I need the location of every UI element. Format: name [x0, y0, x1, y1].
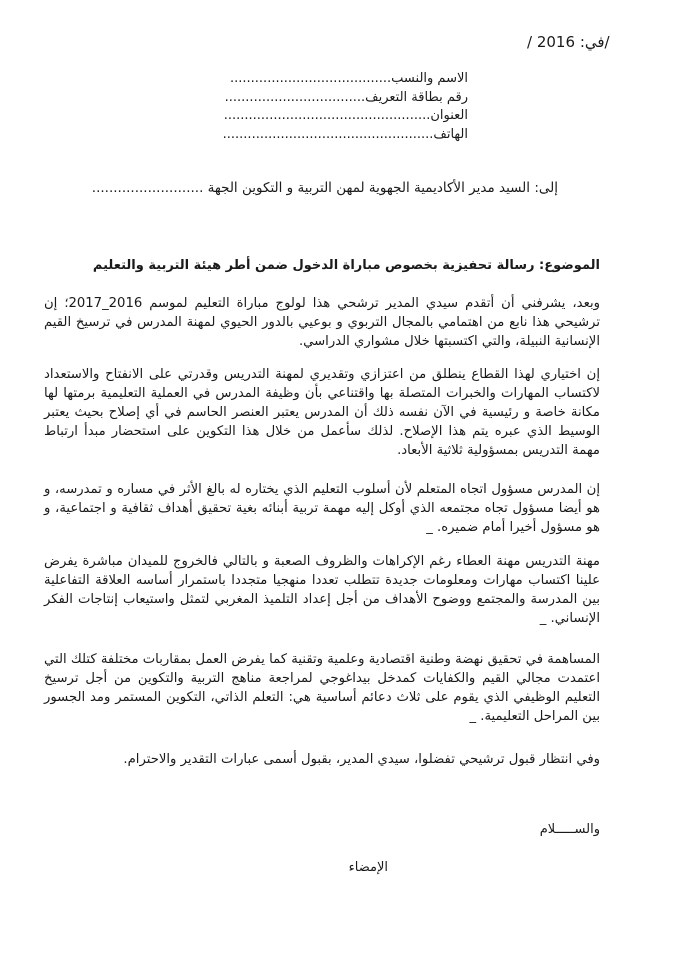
- paragraph-intro: وبعد، يشرفني أن أتقدم سيدي المدير ترشحي هذا لولوج مباراة التعليم لموسم 2016_2017؛ إن ترشيحي هذا نابع من اهتمامي بالمجال التربوي و بوعيي بالدور الحيوي لمهنة المدرس في ترسيخ القيم الإنسانية النبيلة، والتي اكتسبتها خلال مشواري الدراسي.: [44, 296, 600, 349]
- field-id-card: رقم بطاقة التعريف..................................: [224, 89, 468, 105]
- field-address: العنوان..................................................: [223, 108, 468, 123]
- date-prefix: /في:: [579, 33, 610, 51]
- bullet-dash: _: [469, 709, 477, 724]
- bullet-dash: _: [539, 611, 547, 626]
- paragraph-responsibility-text: إن المدرس مسؤول اتجاه المتعلم لأن أسلوب التعليم الذي يختاره له بالغ الأثر في مساره و تمدرسه، و هو أيضا مسؤول تجاه مجتمعه الذي أوكل إليه مهمة تربية أبنائه بغية تحقيق أهداف ثقافية و اجتماعية، و هو مسؤول أخيرا أمام ضميره.: [44, 482, 600, 535]
- sender-id-block: [222, 70, 468, 144]
- paragraph-giving: [44, 552, 600, 628]
- paragraph-giving-text: مهنة التدريس مهنة العطاء رغم الإكراهات والظروف الصعبة و بالتالي فالخروج للميدان مباشرة يفرض علينا اكتساب مهارات ومعلومات جديدة تتطلب تعددا منهجيا متجددا باستمرار أساسه العلاقة التفاعلية بين المدرسة والمجتمع ووضوح الأهداف من أجل إعداد التلميذ المغربي لتمثل واستيعاب إنتاجات الفكر الإنساني.: [44, 554, 600, 626]
- date-line: [505, 33, 610, 51]
- field-phone: الهاتف...................................................: [222, 126, 468, 142]
- paragraph-contribution: [44, 650, 600, 726]
- paragraph-motivation: إن اختياري لهذا القطاع ينطلق من اعتزازي وتقديري لمهنة التدريس وقدرتي على الانفتاح والاستعداد لاكتساب المهارات والخبرات المتصلة بها واقتناعي بأن وظيفة المدرس في العملية التعليمية برمتها لها مكانة خاصة و رئيسية في الآن نفسه ذلك أن المدرس يعتبر العنصر الحاسم في أي إصلاح بحيث يعتبر الوسيط الذي عبره يتم هذا الإصلاح. لذلك سأعمل من خلال هذا التكوين على استحضار مبدأ ارتباط مهمة التدريس بمسؤولية ثلاثية الأبعاد.: [44, 367, 600, 458]
- closing-salutation: والســـــلام: [539, 822, 600, 837]
- paragraph-contribution-text: المساهمة في تحقيق نهضة وطنية اقتصادية وعلمية وتقنية كما يفرض العمل بمقاربات مختلفة كتلك التي اعتمدت مجالي القيم والكفايات كمدخل بيداغوجي لمراجعة مناهج التربية والتكوين من أجل ترسيخ التعليم الوظيفي الذي يقوم على ثلاث دعائم أساسية هي: التعلم الذاتي، التكوين المستمر ومد الجسور بين المراحل التعليمية.: [44, 652, 600, 724]
- date-year: 2016: [536, 33, 576, 51]
- paragraph-closing-request: وفي انتظار قبول ترشيحي تفضلوا، سيدي المدير، بقبول أسمى عبارات التقدير والاحترام.: [123, 752, 600, 767]
- bullet-dash: _: [426, 520, 433, 535]
- signature-label: الإمضاء: [348, 860, 388, 875]
- date-slash: /: [527, 33, 533, 51]
- recipient-line: إلى: السيد مدير الأكاديمية الجهوية لمهن التربية و التكوين الجهة ..........................: [91, 180, 558, 196]
- paragraph-responsibility: [44, 480, 600, 537]
- subject-line: الموضوع: رسالة تحفيزية بخصوص مباراة الدخول ضمن أطر هيئة التربية والتعليم: [92, 258, 600, 273]
- field-name: الاسم والنسب.......................................: [230, 71, 468, 86]
